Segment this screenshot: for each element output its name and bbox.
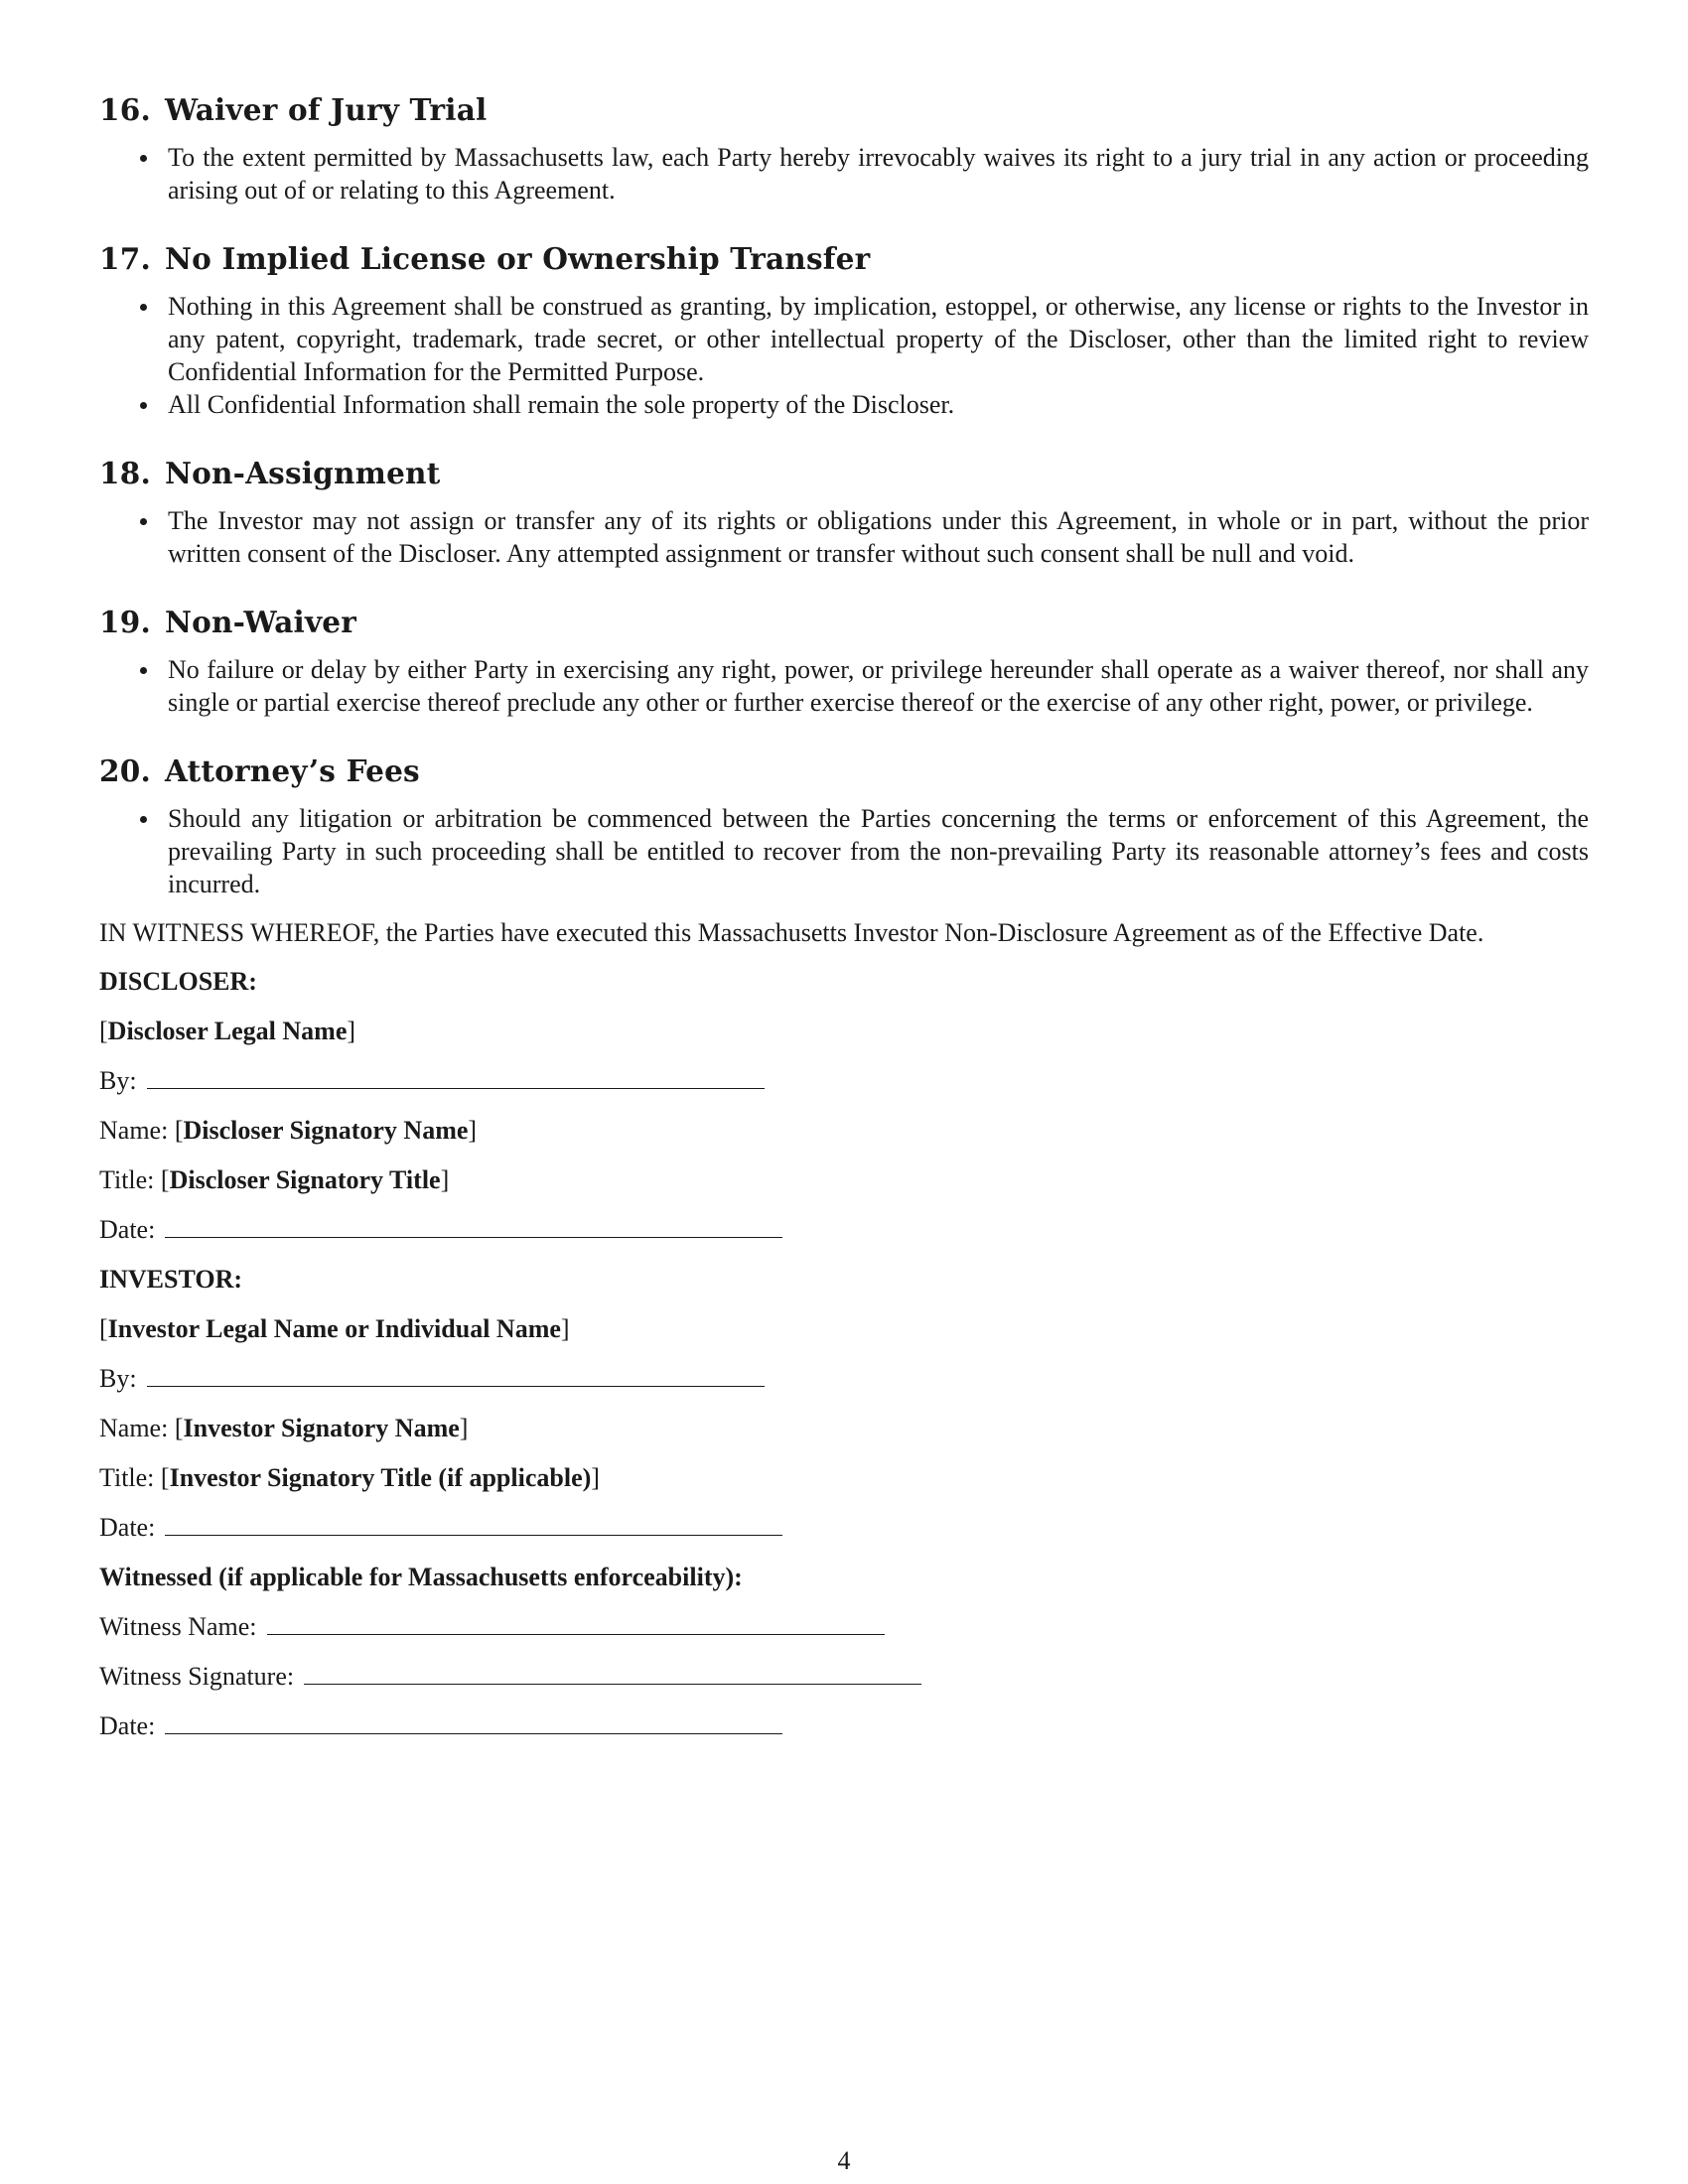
section-heading bbox=[99, 240, 1589, 278]
title-label: Title: bbox=[99, 1165, 155, 1194]
list-item bbox=[99, 802, 1589, 900]
by-label: By: bbox=[99, 1364, 137, 1393]
section-19 bbox=[99, 604, 1589, 719]
discloser-name-line: Name: [Discloser Signatory Name] bbox=[99, 1116, 478, 1145]
discloser-legal-name: [Discloser Legal Name] bbox=[99, 1017, 356, 1045]
list-item bbox=[99, 388, 1589, 421]
list-item-text: Should any litigation or arbitration be commenced between the Parties concerning the terms or enforcement of this Agreement, the prevailing Party in such proceeding shall be entitled to recover from the non-prevailing Party its reasonable attorney’s fees and costs incurred. bbox=[168, 804, 1589, 898]
investor-legal-name: [Investor Legal Name or Individual Name] bbox=[99, 1314, 570, 1343]
list-item-text: To the extent permitted by Massachusetts law, each Party hereby irrevocably waives its right to a jury trial in any action or proceeding arising out of or relating to this Agreement. bbox=[168, 143, 1589, 205]
list-item-text: No failure or delay by either Party in exercising any right, power, or privilege hereunder shall operate as a waiver thereof, nor shall any single or partial exercise thereof preclude any other or further exercise thereof or the exercise of any other right, power, or privilege. bbox=[168, 655, 1589, 717]
section-18 bbox=[99, 455, 1589, 570]
list-item bbox=[99, 141, 1589, 206]
witness-name-line bbox=[99, 1610, 1589, 1643]
bullet-icon bbox=[140, 816, 147, 823]
section-number: 18. bbox=[99, 456, 151, 490]
bullet-list bbox=[99, 653, 1589, 719]
investor-signatory-title-placeholder: Investor Signatory Title (if applicable) bbox=[169, 1463, 592, 1492]
discloser-signature-field[interactable] bbox=[147, 1064, 765, 1089]
section-number: 16. bbox=[99, 92, 151, 127]
bullet-list bbox=[99, 504, 1589, 570]
investor-signature-block bbox=[99, 1263, 1589, 1544]
document-page bbox=[99, 91, 1589, 1759]
list-item bbox=[99, 653, 1589, 719]
witness-whereof-paragraph: IN WITNESS WHEREOF, the Parties have executed this Massachusetts Investor Non-Disclosure Agreement as of the Effective Date. bbox=[99, 918, 1484, 947]
section-title: Non-Assignment bbox=[164, 456, 441, 490]
discloser-heading: DISCLOSER: bbox=[99, 967, 257, 996]
discloser-date-line bbox=[99, 1213, 1589, 1246]
investor-by-line bbox=[99, 1362, 1589, 1395]
name-label: Name: bbox=[99, 1414, 169, 1442]
discloser-legal-name-placeholder: Discloser Legal Name bbox=[107, 1017, 348, 1045]
section-number: 20. bbox=[99, 753, 151, 788]
section-heading bbox=[99, 604, 1589, 641]
witness-signature-block bbox=[99, 1561, 1589, 1742]
title-label: Title: bbox=[99, 1463, 155, 1492]
investor-legal-name-placeholder: Investor Legal Name or Individual Name bbox=[107, 1314, 561, 1343]
date-label: Date: bbox=[99, 1513, 156, 1542]
bullet-icon bbox=[140, 304, 147, 311]
investor-heading: INVESTOR: bbox=[99, 1265, 243, 1294]
witness-signature-line bbox=[99, 1660, 1589, 1693]
bullet-list bbox=[99, 141, 1589, 206]
bullet-icon bbox=[140, 518, 147, 525]
bullet-list bbox=[99, 290, 1589, 421]
witness-name-label: Witness Name: bbox=[99, 1612, 257, 1641]
bullet-icon bbox=[140, 155, 147, 162]
section-heading bbox=[99, 91, 1589, 129]
section-title: Non-Waiver bbox=[164, 605, 356, 639]
bullet-icon bbox=[140, 402, 147, 409]
section-title: Waiver of Jury Trial bbox=[164, 92, 488, 127]
section-16 bbox=[99, 91, 1589, 206]
list-item bbox=[99, 290, 1589, 388]
section-number: 19. bbox=[99, 605, 151, 639]
list-item-text: Nothing in this Agreement shall be construed as granting, by implication, estoppel, or otherwise, any license or rights to the Investor in any patent, copyright, trademark, trade secret, or other intellectual property of the Discloser, other than the limited right to review Confidential Information for the Permitted Purpose. bbox=[168, 292, 1589, 386]
date-label: Date: bbox=[99, 1215, 156, 1244]
section-20 bbox=[99, 752, 1589, 900]
section-heading bbox=[99, 455, 1589, 492]
name-label: Name: bbox=[99, 1116, 169, 1145]
section-17 bbox=[99, 240, 1589, 421]
witness-heading: Witnessed (if applicable for Massachusetts enforceability): bbox=[99, 1563, 743, 1591]
discloser-signatory-name-placeholder: Discloser Signatory Name bbox=[183, 1116, 469, 1145]
witness-date-field[interactable] bbox=[165, 1709, 782, 1734]
investor-signature-field[interactable] bbox=[147, 1362, 765, 1387]
discloser-signature-block bbox=[99, 965, 1589, 1246]
investor-name-line: Name: [Investor Signatory Name] bbox=[99, 1414, 469, 1442]
by-label: By: bbox=[99, 1066, 137, 1095]
discloser-title-line: Title: [Discloser Signatory Title] bbox=[99, 1165, 450, 1194]
discloser-by-line bbox=[99, 1064, 1589, 1097]
investor-signatory-name-placeholder: Investor Signatory Name bbox=[183, 1414, 460, 1442]
list-item-text: The Investor may not assign or transfer any of its rights or obligations under this Agreement, in whole or in part, without the prior written consent of the Discloser. Any attempted assignment or transfer without such consent shall be null and void. bbox=[168, 506, 1589, 568]
section-number: 17. bbox=[99, 241, 151, 276]
page-number: 4 bbox=[837, 2146, 851, 2175]
investor-date-line bbox=[99, 1511, 1589, 1544]
investor-date-field[interactable] bbox=[165, 1511, 782, 1536]
witness-date-line bbox=[99, 1709, 1589, 1742]
witness-signature-label: Witness Signature: bbox=[99, 1662, 295, 1691]
discloser-date-field[interactable] bbox=[165, 1213, 782, 1238]
bullet-icon bbox=[140, 667, 147, 674]
section-title: No Implied License or Ownership Transfer bbox=[164, 241, 871, 276]
date-label: Date: bbox=[99, 1711, 156, 1740]
investor-title-line: Title: [Investor Signatory Title (if applicable)] bbox=[99, 1463, 600, 1492]
list-item-text: All Confidential Information shall remain the sole property of the Discloser. bbox=[168, 390, 955, 419]
section-heading bbox=[99, 752, 1589, 790]
witness-signature-field[interactable] bbox=[304, 1660, 921, 1685]
list-item bbox=[99, 504, 1589, 570]
witness-name-field[interactable] bbox=[267, 1610, 885, 1635]
section-title: Attorney’s Fees bbox=[164, 753, 420, 788]
discloser-signatory-title-placeholder: Discloser Signatory Title bbox=[169, 1165, 441, 1194]
bullet-list bbox=[99, 802, 1589, 900]
